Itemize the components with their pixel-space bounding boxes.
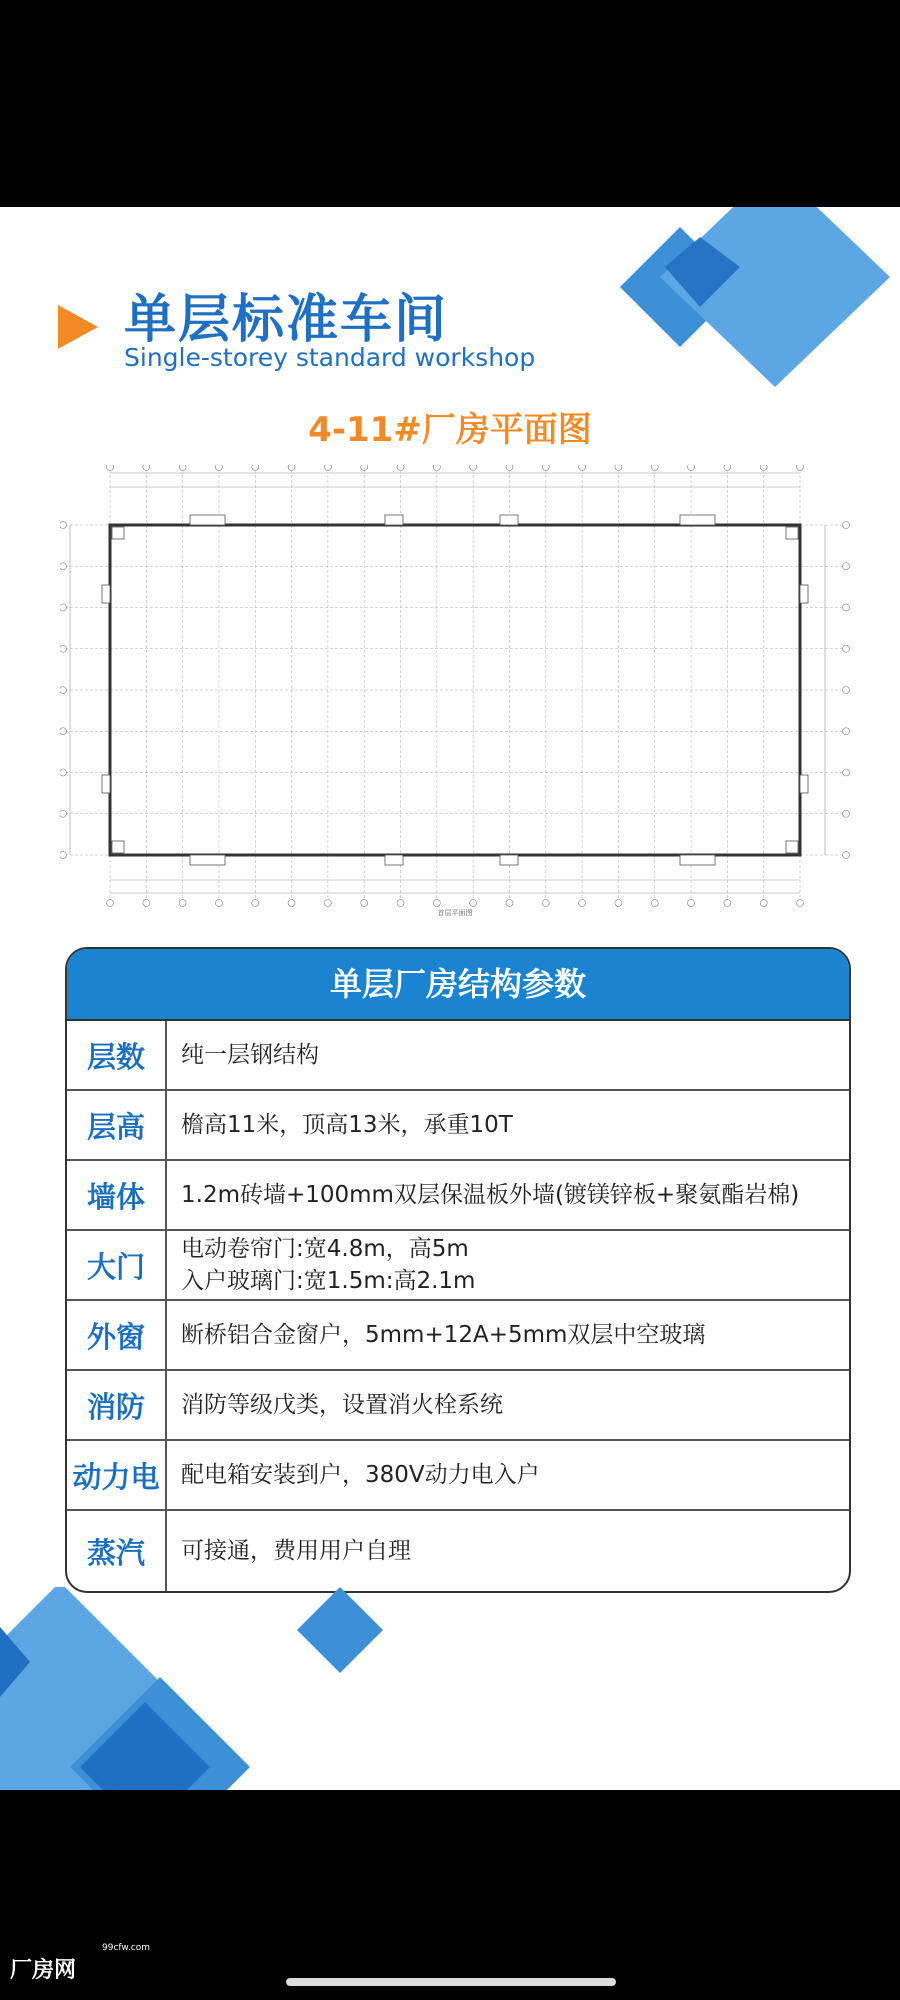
row-label: 动力电	[67, 1441, 167, 1509]
row-value-line: 檐高11米，顶高13米，承重10T	[181, 1112, 513, 1138]
row-value	[167, 1441, 849, 1509]
table-row	[67, 1161, 849, 1231]
table-row	[67, 1371, 849, 1441]
table-row	[67, 1231, 849, 1301]
row-value	[167, 1021, 849, 1089]
row-value	[167, 1371, 849, 1439]
home-indicator[interactable]	[286, 1978, 616, 1986]
row-value	[167, 1511, 849, 1591]
plan-caption: 首层平面图	[437, 909, 473, 917]
row-value	[167, 1231, 849, 1299]
row-value-line: 1.2m砖墙+100mm双层保温板外墙(镀镁锌板+聚氨酯岩棉)	[181, 1182, 800, 1208]
poster	[0, 207, 900, 1790]
title-arrow-icon	[58, 305, 98, 349]
row-label: 墙体	[67, 1161, 167, 1229]
watermark-url: 99cfw.com	[102, 1943, 151, 1953]
floor-plan-drawing	[60, 465, 850, 925]
row-label: 消防	[67, 1371, 167, 1439]
parameter-table	[65, 947, 851, 1593]
row-label: 大门	[67, 1231, 167, 1299]
table-row	[67, 1441, 849, 1511]
table-row	[67, 1091, 849, 1161]
row-value-line: 配电箱安装到户，380V动力电入户	[181, 1462, 540, 1488]
page-subtitle: Single-storey standard workshop	[124, 343, 536, 372]
plan-title: 4-11#厂房平面图	[308, 410, 592, 450]
table-heading: 单层厂房结构参数	[67, 949, 849, 1021]
page-title: 单层标准车间	[124, 290, 449, 350]
table-row	[67, 1301, 849, 1371]
row-value-line: 可接通，费用用户自理	[181, 1538, 411, 1564]
row-value	[167, 1301, 849, 1369]
table-row	[67, 1511, 849, 1591]
row-value	[167, 1091, 849, 1159]
row-value-line: 纯一层钢结构	[181, 1042, 319, 1068]
row-label: 层数	[67, 1021, 167, 1089]
table-row	[67, 1021, 849, 1091]
decor-diamonds-top	[600, 207, 900, 397]
row-value-line: 入户玻璃门:宽1.5m:高2.1m	[181, 1268, 476, 1294]
row-label: 外窗	[67, 1301, 167, 1369]
decor-diamonds-bottom	[0, 1587, 400, 1790]
row-value-line: 断桥铝合金窗户，5mm+12A+5mm双层中空玻璃	[181, 1322, 706, 1348]
row-label: 蒸汽	[67, 1511, 167, 1591]
row-value-line: 电动卷帘门:宽4.8m，高5m	[181, 1236, 469, 1262]
watermark-logo: 厂房网 99cfw.com	[10, 1943, 151, 1983]
row-value	[167, 1161, 849, 1229]
row-value-line: 消防等级戊类，设置消火栓系统	[181, 1392, 503, 1418]
row-label: 层高	[67, 1091, 167, 1159]
